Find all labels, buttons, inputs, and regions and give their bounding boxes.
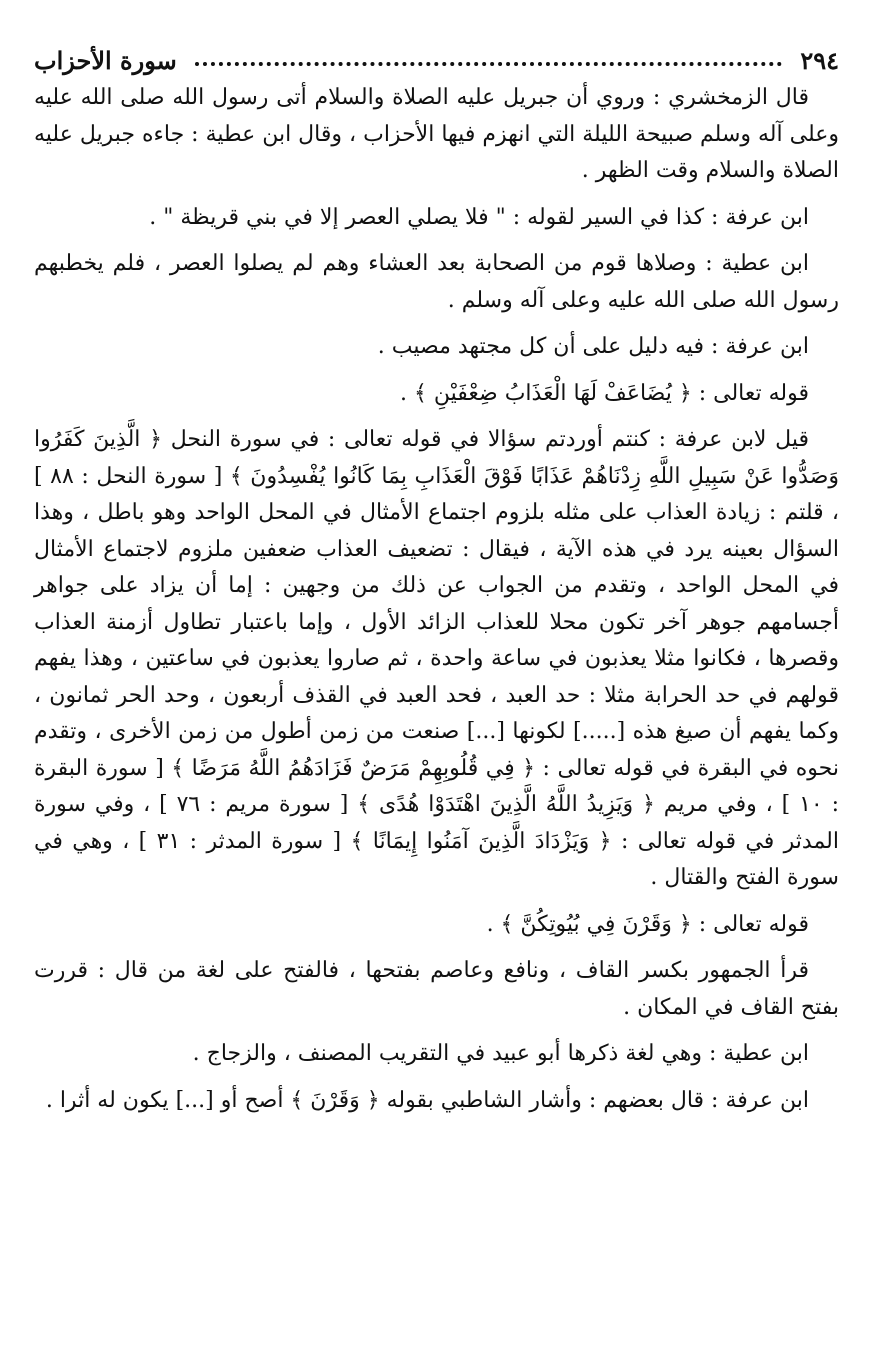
paragraph-ibn-atiya-asr: ابن عطية : وصلاها قوم من الصحابة بعد العشاء وهم لم يصلوا العصر ، فلم يخطبهم رسول الله صلى الله عليه وعلى آله وسلم . <box>34 251 839 313</box>
paragraph-question-ibn-arafa: قيل لابن عرفة : كنتم أوردتم سؤالا في قوله تعالى : في سورة النحل ﴿ الَّذِينَ كَفَرُوا وَصَدُّوا عَنْ سَبِيلِ اللَّهِ زِدْنَاهُمْ عَذَابًا فَوْقَ الْعَذَابِ بِمَا كَانُوا يُفْسِدُونَ ﴾ [ سورة النحل : ٨٨ ] ، قلتم : زيادة العذاب على مثله بلزوم اجتماع الأمثال في المحل الواحد وهو باطل ، وهذا السؤال بعينه يرد في هذه الآية ، فيقال : تضعيف العذاب ضعفين ملزوم لاجتماع الأمثال في المحل الواحد ، وتقدم من الجواب عن ذلك من وجهين : إما أن يزاد على جواهر أجسامهم جوهر آخر تكون محلا للعذاب الزائد الأول ، وإما باعتبار تطاول أزمنة العذاب وقصرها ، فكانوا مثلا يعذبون في ساعة واحدة ، ثم صاروا يعذبون في ساعتين ، وهذا يفهم قولهم في حد الحرابة مثلا : حد العبد ، فحد العبد في القذف أربعون ، وحد الحر ثمانون ، وكما يفهم أن صيغ هذه [.....] لكونها [...] صنعت من زمن أطول من زمن الأخرى ، وتقدم نحوه في البقرة في قوله تعالى : ﴿ فِي قُلُوبِهِمْ مَرَضٌ فَزَادَهُمُ اللَّهُ مَرَضًا ﴾ [ سورة البقرة : ١٠ ] ، وفي مريم ﴿ وَيَزِيدُ اللَّهُ الَّذِينَ اهْتَدَوْا هُدًى ﴾ [ سورة مريم : ٧٦ ] ، وفي سورة المدثر في قوله تعالى : ﴿ وَيَزْدَادَ الَّذِينَ آمَنُوا إِيمَانًا ﴾ [ سورة المدثر : ٣١ ] ، وهي في سورة الفتح والقتال . <box>34 427 840 890</box>
body-text <box>34 80 839 1119</box>
paragraph-zamakhshari: قال الزمخشري : وروي أن جبريل عليه الصلاة والسلام أتى رسول الله صلى الله عليه وعلى آله وسلم صبيحة الليلة التي انهزم فيها الأحزاب ، وقال ابن عطية : جاءه جبريل عليه الصلاة والسلام وقت الظهر . <box>34 85 839 183</box>
paragraph-verse-doubled: قوله تعالى : ﴿ يُضَاعَفْ لَهَا الْعَذَابُ ضِعْفَيْنِ ﴾ . <box>400 380 809 406</box>
page-header <box>34 40 839 80</box>
surah-title: سورة الأحزاب <box>34 45 177 75</box>
paragraph-verse-waqarna: قوله تعالى : ﴿ وَقَرْنَ فِي بُيُوتِكُنَّ ﴾ . <box>486 911 809 937</box>
paragraph-ibn-atiya-lugha: ابن عطية : وهي لغة ذكرها أبو عبيد في التقريب المصنف ، والزجاج . <box>192 1041 809 1066</box>
page-number: ٢٩٤ <box>800 45 839 75</box>
document-page <box>34 40 839 1350</box>
header-dotted-leader <box>195 62 783 66</box>
paragraph-ibn-arafa-mujtahid: ابن عرفة : فيه دليل على أن كل مجتهد مصيب . <box>377 334 809 359</box>
paragraph-qiraat: قرأ الجمهور بكسر القاف ، ونافع وعاصم بفتحها ، فالفتح على لغة من قال : قررت بفتح القاف في المكان . <box>34 958 839 1020</box>
paragraph-ibn-arafa-shatibi: ابن عرفة : قال بعضهم : وأشار الشاطبي بقوله ﴿ وَقَرْنَ ﴾ أصح أو [...] يكون له أثرا . <box>45 1087 809 1113</box>
paragraph-ibn-arafa-siyar: ابن عرفة : كذا في السير لقوله : " فلا يصلي العصر إلا في بني قريظة " . <box>149 204 809 230</box>
